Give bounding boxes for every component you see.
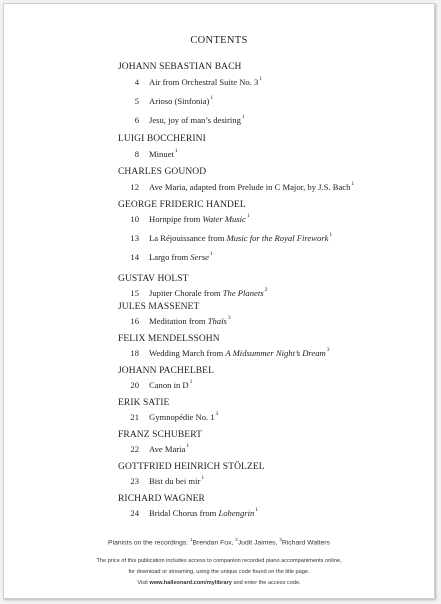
piece-title: Arioso (Sinfonia): [149, 96, 210, 106]
piece-title: Wedding March from: [149, 348, 226, 358]
piece-title: Gymnopédie No. 1: [149, 412, 215, 422]
toc-entry: [120, 508, 258, 519]
notice-visit: Visit: [137, 580, 150, 586]
composer-heading: JULES MASSENET: [118, 302, 200, 312]
pianist-footnote-marker: 1: [255, 507, 259, 513]
toc-entry: [120, 288, 267, 299]
notice-line-2: for download or streaming, using the unique code found on the title page.: [128, 569, 310, 575]
piece-title: Hornpipe from: [149, 214, 203, 224]
pianist-footnote-marker: 1: [174, 148, 178, 154]
piece-title: Largo from: [149, 252, 191, 262]
pianist-footnote-marker: 1: [201, 475, 205, 481]
toc-entry: [120, 380, 192, 391]
pianist-footnote-marker: 3: [215, 411, 219, 417]
pianist-footnote-marker: 1: [210, 251, 213, 257]
pianist-footnote-marker: 1: [259, 76, 263, 82]
piece-title: Meditation from: [149, 316, 208, 326]
pianist-1-name: Brendan Fox,: [192, 539, 236, 547]
composer-heading: FRANZ SCHUBERT: [118, 430, 202, 440]
contents-page: [3, 3, 435, 599]
toc-entry: [120, 115, 245, 126]
page-number: 14: [130, 252, 139, 262]
page-number: 8: [134, 149, 139, 159]
toc-entry: [120, 444, 189, 455]
toc-entry: [120, 252, 213, 263]
pianist-footnote-marker: 1: [210, 95, 214, 101]
toc-entry: [120, 348, 330, 359]
work-title: A Midsummer Night’s Dream: [225, 348, 326, 358]
work-title: Thaïs: [207, 316, 227, 326]
pianist-2-name: Judit Jaimes,: [237, 539, 280, 547]
pianist-footnote-marker: 3: [227, 315, 231, 321]
piece-title: Bridal Chorus from: [149, 508, 219, 518]
page-number: 16: [130, 316, 139, 326]
toc-entry: [120, 214, 250, 225]
page-number: 21: [130, 412, 139, 422]
toc-entry: [120, 182, 354, 193]
pianist-footnote-marker: 3: [326, 347, 330, 353]
piece-title: Jupiter Chorale from: [149, 288, 223, 298]
mylibrary-link[interactable]: www.halleonard.com/mylibrary: [149, 580, 232, 586]
toc-entry: [120, 476, 204, 487]
composer-heading: JOHANN SEBASTIAN BACH: [118, 62, 242, 72]
notice-line-1: The price of this publication includes access to companion recorded piano accompaniments online,: [96, 558, 342, 564]
pianist-footnote-marker: 1: [189, 379, 193, 385]
toc-entry: [120, 233, 332, 244]
page-number: 13: [130, 233, 139, 243]
work-title: Lohengrin: [218, 508, 255, 518]
work-title: Serse: [190, 252, 209, 262]
piece-title: Minuet: [149, 149, 174, 159]
page-number: 4: [134, 77, 139, 87]
pianist-footnote-marker: 1: [246, 213, 250, 219]
piece-title: Jesu, joy of man’s desiring: [149, 115, 241, 125]
notice-line-3: [4, 580, 434, 586]
piece-title: La Réjouissance from: [149, 233, 227, 243]
page-number: 10: [130, 214, 139, 224]
composer-heading: CHARLES GOUNOD: [118, 167, 207, 177]
toc-entry: [120, 96, 213, 107]
notice-access: and enter the access code.: [231, 580, 301, 586]
pianists-prefix: Pianists on the recordings:: [108, 539, 191, 547]
work-title: Water Music: [202, 214, 246, 224]
page-number: 15: [130, 288, 139, 298]
page-number: 6: [134, 115, 139, 125]
pianist-footnote-marker: 1: [186, 443, 190, 449]
composer-heading: FELIX MENDELSSOHN: [118, 334, 220, 344]
piece-title: Bist du bei mir: [149, 476, 201, 486]
pianist-3-name: Richard Walters: [281, 539, 330, 547]
piece-title: Air from Orchestral Suite No. 3: [149, 77, 259, 87]
pianist-footnote-marker: 2: [264, 287, 268, 293]
work-title: The Planets: [222, 288, 264, 298]
pianists-credit: [4, 537, 434, 546]
page-number: 24: [130, 508, 139, 518]
page-number: 12: [130, 182, 139, 192]
page-number: 20: [130, 380, 139, 390]
composer-heading: GOTTFRIED HEINRICH STÖLZEL: [118, 462, 265, 472]
pianist-footnote-marker: 1: [241, 114, 245, 120]
page-number: 5: [134, 96, 139, 106]
page-number: 23: [130, 476, 139, 486]
page-number: 22: [130, 444, 139, 454]
composer-heading: JOHANN PACHELBEL: [118, 366, 214, 376]
piece-title: Ave Maria: [149, 444, 186, 454]
page-number: 18: [130, 348, 139, 358]
work-title: Music for the Royal Firework: [226, 233, 329, 243]
pianist-footnote-marker: 1: [329, 232, 333, 238]
pianist-footnote-marker: 1: [351, 181, 355, 187]
pianist-2-sup: 2: [235, 537, 238, 542]
toc-entry: [120, 77, 262, 88]
toc-entry: [120, 316, 231, 327]
composer-heading: GEORGE FRIDERIC HANDEL: [118, 200, 246, 210]
composer-heading: GUSTAV HOLST: [118, 274, 189, 284]
piece-title: Ave Maria, adapted from Prelude in C Major, by J.S. Bach: [149, 182, 351, 192]
pianist-1-sup: 1: [190, 537, 193, 542]
page-title: CONTENTS: [190, 35, 248, 46]
pianist-3-sup: 3: [279, 537, 282, 542]
piece-title: Canon in D: [149, 380, 189, 390]
toc-entry: [120, 412, 218, 423]
composer-heading: ERIK SATIE: [118, 398, 170, 408]
toc-entry: [120, 149, 178, 160]
composer-heading: LUIGI BOCCHERINI: [118, 134, 206, 144]
composer-heading: RICHARD WAGNER: [118, 494, 205, 504]
